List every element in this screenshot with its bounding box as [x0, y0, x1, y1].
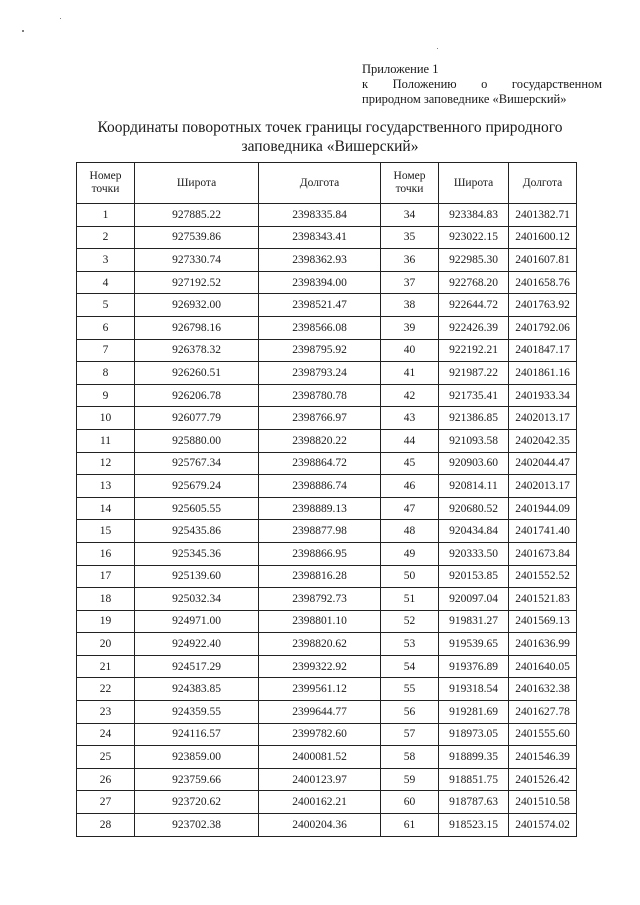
- point-number-cell: 5: [77, 294, 135, 317]
- longitude-cell: 2398801.10: [259, 610, 381, 633]
- longitude-cell: 2401847.17: [509, 339, 577, 362]
- table-row: [77, 497, 577, 520]
- point-number-cell: 46: [381, 475, 439, 498]
- longitude-cell: 2401510.58: [509, 791, 577, 814]
- latitude-cell: 922985.30: [439, 249, 509, 272]
- longitude-cell: 2401658.76: [509, 271, 577, 294]
- latitude-cell: 924971.00: [135, 610, 259, 633]
- latitude-cell: 918973.05: [439, 723, 509, 746]
- longitude-cell: 2401632.38: [509, 678, 577, 701]
- point-number-cell: 34: [381, 204, 439, 227]
- latitude-cell: 920680.52: [439, 497, 509, 520]
- longitude-cell: 2398780.78: [259, 384, 381, 407]
- latitude-cell: 923759.66: [135, 768, 259, 791]
- longitude-cell: 2401569.13: [509, 610, 577, 633]
- latitude-cell: 923384.83: [439, 204, 509, 227]
- header-longitude: Долгота: [259, 163, 381, 204]
- point-number-cell: 24: [77, 723, 135, 746]
- point-number-cell: 15: [77, 520, 135, 543]
- table-row: [77, 271, 577, 294]
- table-row: [77, 768, 577, 791]
- point-number-cell: 59: [381, 768, 439, 791]
- longitude-cell: 2401546.39: [509, 746, 577, 769]
- title-line: заповедника «Вишерский»: [241, 138, 419, 155]
- table-row: [77, 226, 577, 249]
- table-row: [77, 814, 577, 837]
- longitude-cell: 2398362.93: [259, 249, 381, 272]
- longitude-cell: 2398335.84: [259, 204, 381, 227]
- appendix-reference: [362, 77, 602, 92]
- latitude-cell: 924922.40: [135, 633, 259, 656]
- longitude-cell: 2401521.83: [509, 588, 577, 611]
- latitude-cell: 922768.20: [439, 271, 509, 294]
- table-row: [77, 678, 577, 701]
- longitude-cell: 2400204.36: [259, 814, 381, 837]
- latitude-cell: 924359.55: [135, 701, 259, 724]
- point-number-cell: 56: [381, 701, 439, 724]
- appendix-note: [362, 62, 602, 107]
- point-number-cell: 3: [77, 249, 135, 272]
- latitude-cell: 918787.63: [439, 791, 509, 814]
- point-number-cell: 4: [77, 271, 135, 294]
- longitude-cell: 2398820.62: [259, 633, 381, 656]
- latitude-cell: 926206.78: [135, 384, 259, 407]
- point-number-cell: 47: [381, 497, 439, 520]
- longitude-cell: 2398864.72: [259, 452, 381, 475]
- longitude-cell: 2401944.09: [509, 497, 577, 520]
- longitude-cell: 2401555.60: [509, 723, 577, 746]
- latitude-cell: 924517.29: [135, 655, 259, 678]
- point-number-cell: 23: [77, 701, 135, 724]
- appendix-number: Приложение 1: [362, 62, 439, 76]
- document-title: [70, 118, 590, 156]
- longitude-cell: 2401600.12: [509, 226, 577, 249]
- point-number-cell: 61: [381, 814, 439, 837]
- scan-speck: [60, 18, 61, 19]
- longitude-cell: 2401607.81: [509, 249, 577, 272]
- latitude-cell: 919318.54: [439, 678, 509, 701]
- latitude-cell: 924383.85: [135, 678, 259, 701]
- table-row: [77, 655, 577, 678]
- point-number-cell: 42: [381, 384, 439, 407]
- table-row: [77, 362, 577, 385]
- latitude-cell: 925767.34: [135, 452, 259, 475]
- point-number-cell: 38: [381, 294, 439, 317]
- appendix-word: государственном: [511, 77, 602, 91]
- scan-speck: [22, 30, 24, 32]
- point-number-cell: 20: [77, 633, 135, 656]
- table-row: [77, 339, 577, 362]
- latitude-cell: 921093.58: [439, 429, 509, 452]
- latitude-cell: 920153.85: [439, 565, 509, 588]
- latitude-cell: 925435.86: [135, 520, 259, 543]
- latitude-cell: 920814.11: [439, 475, 509, 498]
- longitude-cell: 2401627.78: [509, 701, 577, 724]
- latitude-cell: 927330.74: [135, 249, 259, 272]
- latitude-cell: 922426.39: [439, 316, 509, 339]
- longitude-cell: 2398394.00: [259, 271, 381, 294]
- point-number-cell: 54: [381, 655, 439, 678]
- longitude-cell: 2399561.12: [259, 678, 381, 701]
- point-number-cell: 58: [381, 746, 439, 769]
- table-row: [77, 475, 577, 498]
- latitude-cell: 926798.16: [135, 316, 259, 339]
- table-row: [77, 610, 577, 633]
- table-row: [77, 316, 577, 339]
- latitude-cell: 919539.65: [439, 633, 509, 656]
- latitude-cell: 920434.84: [439, 520, 509, 543]
- table-row: [77, 520, 577, 543]
- point-number-cell: 7: [77, 339, 135, 362]
- latitude-cell: 925032.34: [135, 588, 259, 611]
- header-point-number: Номер точки: [77, 163, 135, 204]
- point-number-cell: 45: [381, 452, 439, 475]
- longitude-cell: 2399644.77: [259, 701, 381, 724]
- table-row: [77, 452, 577, 475]
- longitude-cell: 2398792.73: [259, 588, 381, 611]
- table-row: [77, 542, 577, 565]
- longitude-cell: 2401636.99: [509, 633, 577, 656]
- header-point-number: Номер точки: [381, 163, 439, 204]
- point-number-cell: 14: [77, 497, 135, 520]
- longitude-cell: 2401574.02: [509, 814, 577, 837]
- point-number-cell: 16: [77, 542, 135, 565]
- longitude-cell: 2400123.97: [259, 768, 381, 791]
- latitude-cell: 921735.41: [439, 384, 509, 407]
- longitude-cell: 2398889.13: [259, 497, 381, 520]
- table-row: [77, 723, 577, 746]
- point-number-cell: 35: [381, 226, 439, 249]
- longitude-cell: 2401933.34: [509, 384, 577, 407]
- point-number-cell: 26: [77, 768, 135, 791]
- latitude-cell: 927192.52: [135, 271, 259, 294]
- latitude-cell: 920903.60: [439, 452, 509, 475]
- latitude-cell: 927539.86: [135, 226, 259, 249]
- table-row: [77, 204, 577, 227]
- table-row: [77, 294, 577, 317]
- latitude-cell: 918851.75: [439, 768, 509, 791]
- appendix-word: к: [362, 77, 369, 91]
- longitude-cell: 2398816.28: [259, 565, 381, 588]
- latitude-cell: 926077.79: [135, 407, 259, 430]
- point-number-cell: 22: [77, 678, 135, 701]
- point-number-cell: 50: [381, 565, 439, 588]
- longitude-cell: 2402013.17: [509, 475, 577, 498]
- scan-speck: [437, 48, 438, 49]
- longitude-cell: 2402044.47: [509, 452, 577, 475]
- latitude-cell: 925139.60: [135, 565, 259, 588]
- longitude-cell: 2401763.92: [509, 294, 577, 317]
- longitude-cell: 2400081.52: [259, 746, 381, 769]
- longitude-cell: 2402042.35: [509, 429, 577, 452]
- latitude-cell: 924116.57: [135, 723, 259, 746]
- longitude-cell: 2402013.17: [509, 407, 577, 430]
- longitude-cell: 2401552.52: [509, 565, 577, 588]
- coordinates-table: [76, 162, 577, 837]
- point-number-cell: 27: [77, 791, 135, 814]
- latitude-cell: 925605.55: [135, 497, 259, 520]
- point-number-cell: 6: [77, 316, 135, 339]
- latitude-cell: 926932.00: [135, 294, 259, 317]
- latitude-cell: 925880.00: [135, 429, 259, 452]
- latitude-cell: 919831.27: [439, 610, 509, 633]
- latitude-cell: 918523.15: [439, 814, 509, 837]
- point-number-cell: 11: [77, 429, 135, 452]
- table-row: [77, 633, 577, 656]
- point-number-cell: 19: [77, 610, 135, 633]
- longitude-cell: 2401861.16: [509, 362, 577, 385]
- point-number-cell: 53: [381, 633, 439, 656]
- point-number-cell: 10: [77, 407, 135, 430]
- latitude-cell: 920097.04: [439, 588, 509, 611]
- table-row: [77, 746, 577, 769]
- table-row: [77, 565, 577, 588]
- longitude-cell: 2401741.40: [509, 520, 577, 543]
- point-number-cell: 36: [381, 249, 439, 272]
- point-number-cell: 2: [77, 226, 135, 249]
- appendix-word: Положению: [392, 77, 457, 91]
- point-number-cell: 57: [381, 723, 439, 746]
- latitude-cell: 926260.51: [135, 362, 259, 385]
- latitude-cell: 921987.22: [439, 362, 509, 385]
- table-row: [77, 384, 577, 407]
- point-number-cell: 1: [77, 204, 135, 227]
- appendix-word: о: [481, 77, 488, 91]
- point-number-cell: 41: [381, 362, 439, 385]
- longitude-cell: 2401792.06: [509, 316, 577, 339]
- latitude-cell: 919281.69: [439, 701, 509, 724]
- latitude-cell: 923859.00: [135, 746, 259, 769]
- latitude-cell: 919376.89: [439, 655, 509, 678]
- appendix-reserve-name: природном заповеднике «Вишерский»: [362, 92, 567, 106]
- latitude-cell: 923022.15: [439, 226, 509, 249]
- point-number-cell: 49: [381, 542, 439, 565]
- table-row: [77, 429, 577, 452]
- header-longitude: Долгота: [509, 163, 577, 204]
- table-header-row: [77, 163, 577, 204]
- point-number-cell: 18: [77, 588, 135, 611]
- table-row: [77, 701, 577, 724]
- point-number-cell: 37: [381, 271, 439, 294]
- longitude-cell: 2401382.71: [509, 204, 577, 227]
- point-number-cell: 51: [381, 588, 439, 611]
- point-number-cell: 12: [77, 452, 135, 475]
- longitude-cell: 2398343.41: [259, 226, 381, 249]
- latitude-cell: 921386.85: [439, 407, 509, 430]
- point-number-cell: 28: [77, 814, 135, 837]
- longitude-cell: 2398795.92: [259, 339, 381, 362]
- point-number-cell: 39: [381, 316, 439, 339]
- table-row: [77, 791, 577, 814]
- point-number-cell: 21: [77, 655, 135, 678]
- point-number-cell: 55: [381, 678, 439, 701]
- longitude-cell: 2398566.08: [259, 316, 381, 339]
- point-number-cell: 48: [381, 520, 439, 543]
- point-number-cell: 40: [381, 339, 439, 362]
- header-latitude: Широта: [135, 163, 259, 204]
- longitude-cell: 2398886.74: [259, 475, 381, 498]
- point-number-cell: 8: [77, 362, 135, 385]
- latitude-cell: 922644.72: [439, 294, 509, 317]
- point-number-cell: 43: [381, 407, 439, 430]
- longitude-cell: 2398521.47: [259, 294, 381, 317]
- latitude-cell: 926378.32: [135, 339, 259, 362]
- longitude-cell: 2398793.24: [259, 362, 381, 385]
- latitude-cell: 922192.21: [439, 339, 509, 362]
- point-number-cell: 9: [77, 384, 135, 407]
- title-line: Координаты поворотных точек границы государственного природного: [97, 119, 563, 136]
- longitude-cell: 2401673.84: [509, 542, 577, 565]
- point-number-cell: 44: [381, 429, 439, 452]
- latitude-cell: 923720.62: [135, 791, 259, 814]
- point-number-cell: 60: [381, 791, 439, 814]
- longitude-cell: 2399782.60: [259, 723, 381, 746]
- point-number-cell: 52: [381, 610, 439, 633]
- longitude-cell: 2401640.05: [509, 655, 577, 678]
- longitude-cell: 2398866.95: [259, 542, 381, 565]
- latitude-cell: 927885.22: [135, 204, 259, 227]
- table-row: [77, 588, 577, 611]
- header-latitude: Широта: [439, 163, 509, 204]
- point-number-cell: 17: [77, 565, 135, 588]
- longitude-cell: 2398877.98: [259, 520, 381, 543]
- longitude-cell: 2398766.97: [259, 407, 381, 430]
- point-number-cell: 25: [77, 746, 135, 769]
- latitude-cell: 918899.35: [439, 746, 509, 769]
- latitude-cell: 920333.50: [439, 542, 509, 565]
- longitude-cell: 2399322.92: [259, 655, 381, 678]
- longitude-cell: 2398820.22: [259, 429, 381, 452]
- latitude-cell: 925679.24: [135, 475, 259, 498]
- latitude-cell: 923702.38: [135, 814, 259, 837]
- table-row: [77, 249, 577, 272]
- longitude-cell: 2400162.21: [259, 791, 381, 814]
- point-number-cell: 13: [77, 475, 135, 498]
- latitude-cell: 925345.36: [135, 542, 259, 565]
- longitude-cell: 2401526.42: [509, 768, 577, 791]
- table-row: [77, 407, 577, 430]
